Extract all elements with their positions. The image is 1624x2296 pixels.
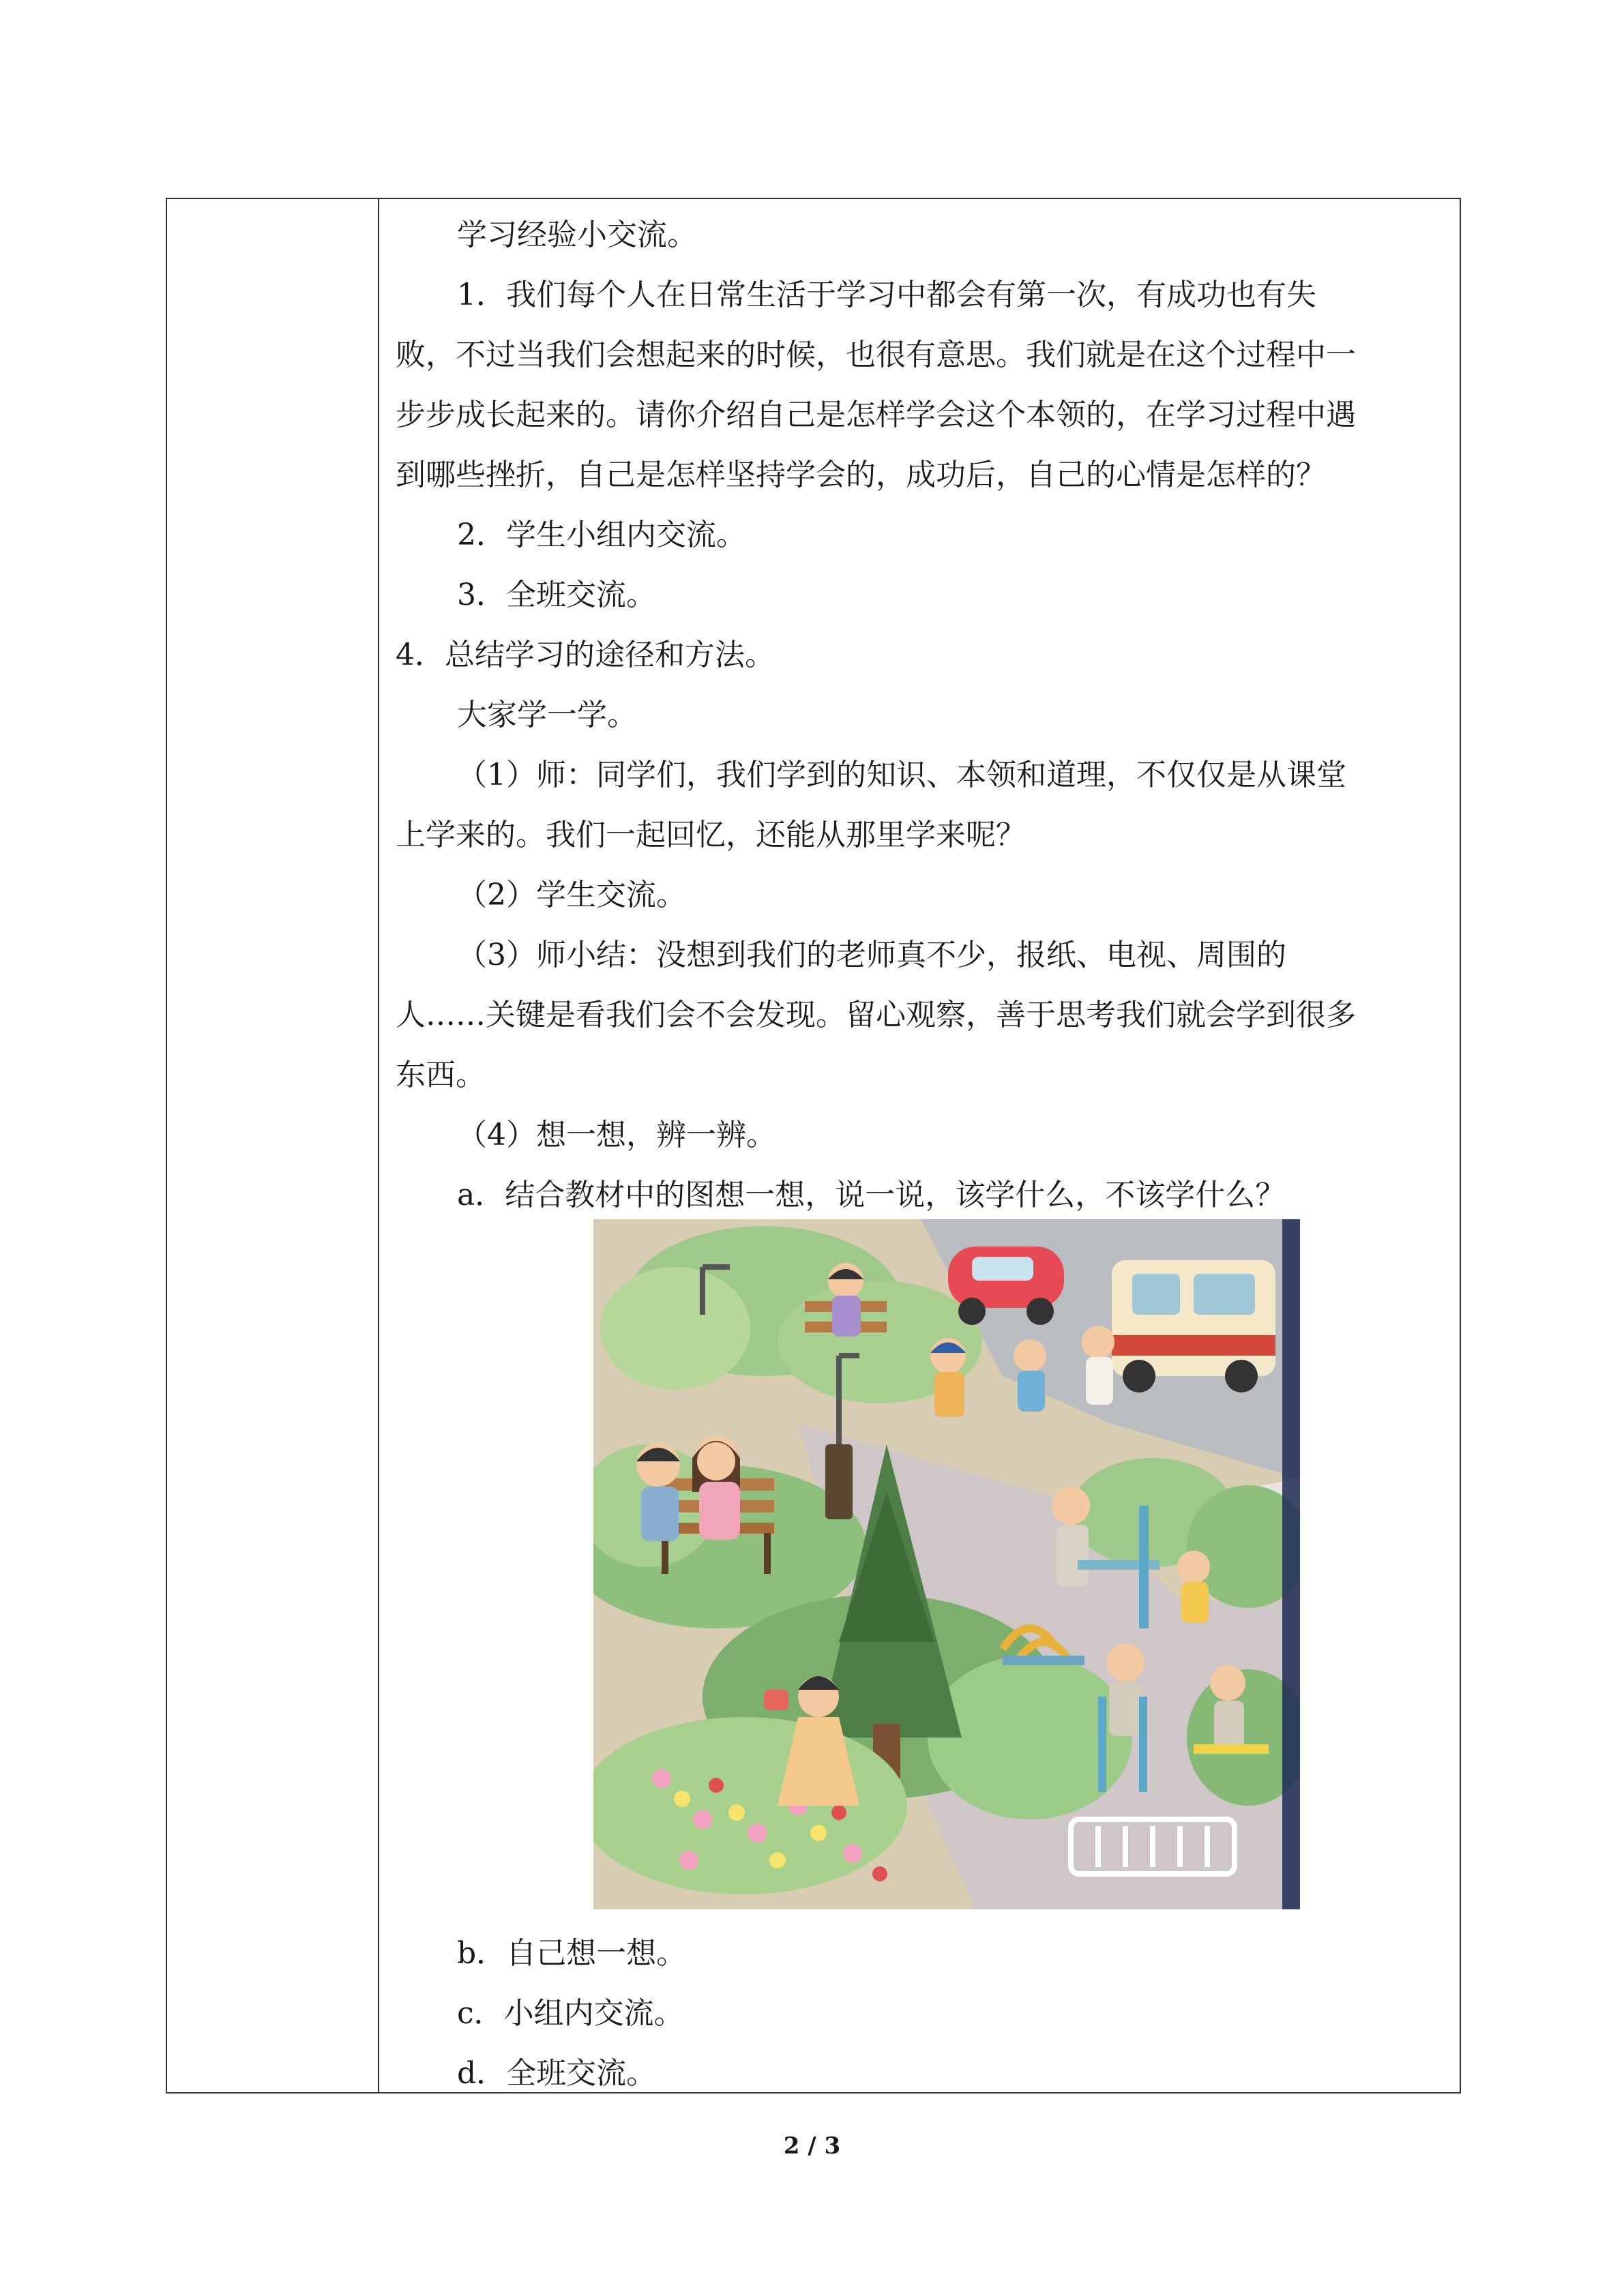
question-3-line-3: 东西。 xyxy=(396,1058,486,1092)
paragraph-1-line-1: 1．我们每个人在日常生活于学习中都会有第一次，有成功也有失 xyxy=(457,278,1316,312)
question-4-item-b: b．自己想一想。 xyxy=(457,1936,687,1971)
paragraph-2: 2．学生小组内交流。 xyxy=(457,518,746,552)
question-2: （2）学生交流。 xyxy=(457,878,686,912)
question-1-line-1: （1）师：同学们，我们学到的知识、本领和道理，不仅仅是从课堂 xyxy=(457,758,1346,792)
section-heading: 学习经验小交流。 xyxy=(457,218,697,252)
question-3-line-2: 人……关键是看我们会不会发现。留心观察，善于思考我们就会学到很多 xyxy=(396,998,1356,1032)
sub-heading: 大家学一学。 xyxy=(457,698,637,732)
question-3-line-1: （3）师小结：没想到我们的老师真不少，报纸、电视、周围的 xyxy=(457,938,1286,972)
page-number: 2 / 3 xyxy=(783,2132,841,2160)
park-scene-illustration xyxy=(593,1219,1300,1909)
table-left-cell xyxy=(167,199,379,2092)
paragraph-4: 4．总结学习的途径和方法。 xyxy=(396,638,775,672)
question-4-item-a: a．结合教材中的图想一想，说一说，该学什么，不该学什么？ xyxy=(457,1178,1286,1212)
paragraph-1-line-3: 步步成长起来的。请你介绍自己是怎样学会这个本领的，在学习过程中遇 xyxy=(396,398,1356,432)
question-4: （4）想一想，辨一辨。 xyxy=(457,1118,776,1152)
question-1-line-2: 上学来的。我们一起回忆，还能从那里学来呢？ xyxy=(396,818,1026,852)
question-4-item-c: c．小组内交流。 xyxy=(457,1996,684,2031)
question-4-item-d: d．全班交流。 xyxy=(457,2056,657,2091)
paragraph-1-line-2: 败，不过当我们会想起来的时候，也很有意思。我们就是在这个过程中一 xyxy=(396,338,1356,372)
paragraph-3: 3．全班交流。 xyxy=(457,578,656,612)
paragraph-1-line-4: 到哪些挫折，自己是怎样坚持学会的，成功后，自己的心情是怎样的？ xyxy=(396,458,1326,492)
